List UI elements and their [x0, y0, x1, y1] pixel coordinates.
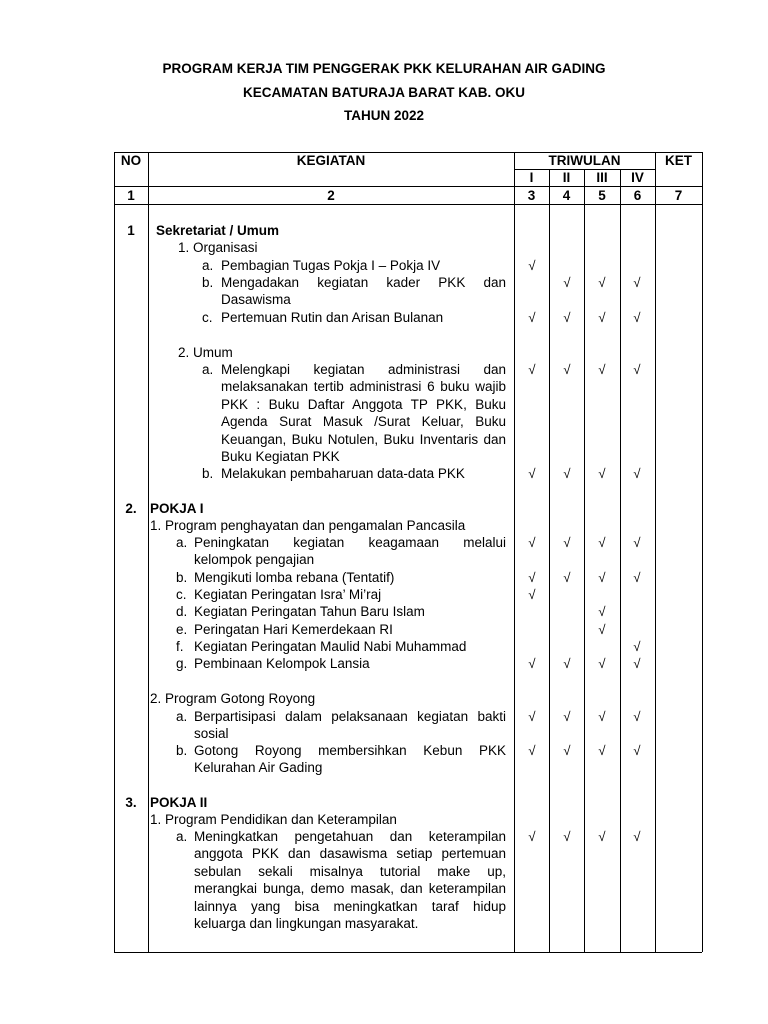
item-text: Peningkatan kegiatan keagamaan melalui kelompok pengajian	[194, 535, 506, 568]
col-header-q3: III	[596, 170, 608, 185]
item-marker: g.	[176, 656, 188, 671]
col-header-q1: I	[529, 170, 534, 185]
item-text: Pembagian Tugas Pokja I – Pokja IV	[221, 258, 441, 273]
col-header-no: NO	[120, 153, 142, 168]
col-header-q2: II	[562, 170, 571, 185]
col-number-6: 6	[633, 188, 642, 203]
check-mark: √	[563, 362, 571, 377]
doc-title-line-2: KECAMATAN BATURAJA BARAT KAB. OKU	[243, 85, 525, 100]
item-text: Melengkapi kegiatan administrasi dan melaksanakan tertib administrasi 6 buku wajib PKK : Buku Daftar Anggota TP PKK, Buku Agenda Surat Masuk /Surat Keluar, Buku Keuangan, Buku Notulen, Buku Inventaris dan Buku Kegiatan PKK	[221, 362, 506, 465]
section-title: POKJA I	[150, 501, 204, 516]
check-mark: √	[633, 829, 641, 844]
item-marker: f.	[176, 639, 184, 654]
col-number-2: 2	[327, 188, 335, 203]
item-text: Melakukan pembaharuan data-data PKK	[221, 466, 465, 481]
col-number-5: 5	[598, 188, 606, 203]
item-marker: b.	[202, 466, 214, 481]
check-mark: √	[598, 656, 606, 671]
check-mark: √	[598, 622, 606, 637]
item-text: Pertemuan Rutin dan Arisan Bulanan	[221, 310, 444, 325]
item-text: Berpartisipasi dalam pelaksanaan kegiatan bakti sosial	[194, 709, 506, 742]
item-marker: c.	[176, 587, 187, 602]
doc-title-line-1: PROGRAM KERJA TIM PENGGERAK PKK KELURAHAN AIR GADING	[162, 61, 606, 76]
item-text: Pembinaan Kelompok Lansia	[194, 656, 370, 671]
check-mark: √	[528, 570, 536, 585]
check-mark: √	[598, 310, 606, 325]
item-text: Kegiatan Peringatan Isra’ Mi’raj	[194, 587, 382, 602]
col-header-ket: KET	[665, 153, 692, 168]
check-mark: √	[563, 466, 571, 481]
col-number-7: 7	[674, 188, 683, 203]
col-header-kegiatan: KEGIATAN	[296, 153, 366, 168]
item-marker: a.	[202, 362, 214, 377]
check-mark: √	[633, 656, 641, 671]
col-header-triwulan: TRIWULAN	[548, 153, 621, 168]
check-mark: √	[563, 743, 571, 758]
item-marker: a.	[176, 535, 188, 550]
sub-heading: 2. Umum	[178, 345, 233, 360]
item-marker: e.	[176, 622, 188, 637]
check-mark: √	[598, 275, 606, 290]
check-mark: √	[598, 743, 606, 758]
doc-title-line-3: TAHUN 2022	[343, 108, 425, 123]
item-text: Peringatan Hari Kemerdekaan RI	[194, 622, 393, 637]
check-mark: √	[598, 829, 606, 844]
sub-heading: 2. Program Gotong Royong	[150, 691, 316, 706]
check-mark: √	[598, 466, 606, 481]
item-marker: a.	[176, 709, 188, 724]
section-number: 2.	[125, 501, 137, 516]
col-number-3: 3	[527, 188, 536, 203]
section-title: POKJA II	[150, 795, 208, 810]
check-mark: √	[528, 709, 536, 724]
item-text: Meningkatkan pengetahuan dan keterampilan anggota PKK dan dasawisma setiap pertemuan sebulan sekali misalnya tutorial make up, merangkai bunga, demo masak, dan keterampilan lainnya yang bisa meningkatkan taraf hidup keluarga dan lingkungan masyarakat.	[194, 829, 506, 932]
item-marker: a.	[202, 258, 214, 273]
item-marker: b.	[202, 275, 214, 290]
check-mark: √	[598, 709, 606, 724]
item-marker: b.	[176, 570, 188, 585]
check-mark: √	[598, 535, 606, 550]
check-mark: √	[528, 535, 536, 550]
item-text: Kegiatan Peringatan Maulid Nabi Muhammad	[194, 639, 467, 654]
item-marker: a.	[176, 829, 188, 844]
check-mark: √	[528, 656, 536, 671]
item-marker: b.	[176, 743, 188, 758]
section-title: Sekretariat / Umum	[156, 223, 280, 238]
col-header-q4: IV	[631, 170, 644, 185]
check-mark: √	[633, 466, 641, 481]
sub-heading: 1. Program penghayatan dan pengamalan Pancasila	[150, 518, 466, 533]
check-mark: √	[563, 829, 571, 844]
section-number: 3.	[125, 795, 137, 810]
check-mark: √	[633, 709, 641, 724]
section-number: 1	[127, 223, 135, 238]
check-mark: √	[633, 639, 641, 654]
check-mark: √	[633, 535, 641, 550]
check-mark: √	[528, 466, 536, 481]
item-text: Kegiatan Peringatan Tahun Baru Islam	[194, 604, 425, 619]
check-mark: √	[598, 604, 606, 619]
check-mark: √	[563, 310, 571, 325]
check-mark: √	[528, 587, 536, 602]
item-marker: d.	[176, 604, 188, 619]
item-marker: c.	[202, 310, 213, 325]
check-mark: √	[563, 275, 571, 290]
check-mark: √	[528, 258, 536, 273]
check-mark: √	[563, 656, 571, 671]
col-number-4: 4	[562, 188, 571, 203]
item-text: Mengikuti lomba rebana (Tentatif)	[194, 570, 395, 585]
check-mark: √	[528, 829, 536, 844]
check-mark: √	[528, 310, 536, 325]
check-mark: √	[528, 743, 536, 758]
col-number-1: 1	[127, 188, 135, 203]
check-mark: √	[633, 275, 641, 290]
sub-heading: 1. Organisasi	[178, 240, 258, 255]
check-mark: √	[563, 535, 571, 550]
item-text: Mengadakan kegiatan kader PKK dan Dasawisma	[221, 275, 506, 308]
check-mark: √	[633, 570, 641, 585]
check-mark: √	[563, 709, 571, 724]
check-mark: √	[633, 310, 641, 325]
check-mark: √	[633, 362, 641, 377]
item-text: Gotong Royong membersihkan Kebun PKK Kelurahan Air Gading	[194, 743, 506, 776]
check-mark: √	[528, 362, 536, 377]
sub-heading: 1. Program Pendidikan dan Keterampilan	[150, 812, 397, 827]
check-mark: √	[563, 570, 571, 585]
check-mark: √	[633, 743, 641, 758]
check-mark: √	[598, 570, 606, 585]
check-mark: √	[598, 362, 606, 377]
